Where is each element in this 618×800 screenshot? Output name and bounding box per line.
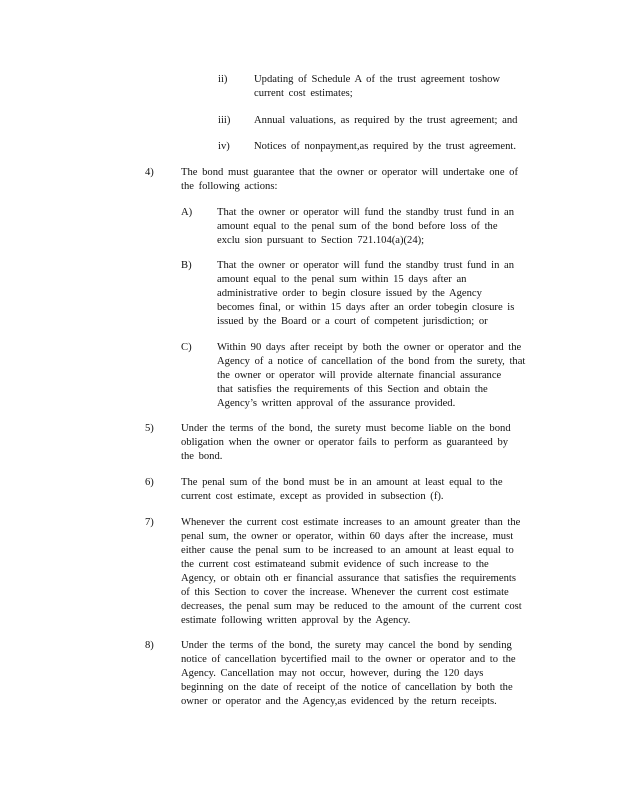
item-text-line: Agency. Cancellation may not occur, however, during the 120 days (181, 668, 484, 679)
item-text-line: either cause the penal sum to be increased to an amount at least equal to (181, 545, 514, 556)
item-label: C) (181, 342, 192, 353)
item-text-line: becomes final, or within 15 days after an order tobegin closure is (217, 302, 515, 313)
item-text-line: Under the terms of the bond, the surety may cancel the bond by sending (181, 640, 512, 651)
item-text-line: beginning on the date of receipt of the notice of cancellation by both the (181, 682, 513, 693)
item-text-line: the bond. (181, 451, 223, 462)
item-text-line: of this Section to cover the increase. Whenever the current cost estimate (181, 587, 509, 598)
item-text-line: penal sum, the owner or operator, within 60 days after the increase, must (181, 531, 514, 542)
item-text-line: Updating of Schedule A of the trust agreement toshow (254, 74, 501, 85)
item-label: 5) (145, 423, 154, 434)
item-label: 4) (145, 167, 154, 178)
item-label: 8) (145, 640, 154, 651)
item-text-line: Under the terms of the bond, the surety must become liable on the bond (181, 423, 511, 434)
item-text-line: Agency, or obtain oth er financial assurance that satisfies the requirements (181, 573, 516, 584)
item-text-line: that satisfies the requirements of this Section and obtain the (217, 384, 488, 395)
item-text-line: administrative order to begin closure issued by the Agency (217, 288, 482, 299)
item-label: iii) (218, 115, 231, 126)
item-text-line: exclu sion pursuant to Section 721.104(a)(24); (217, 235, 425, 246)
item-text-line: amount equal to the penal sum of the bond before loss of the (217, 221, 498, 232)
item-label: iv) (218, 141, 230, 152)
item-text-line: That the owner or operator will fund the standby trust fund in an (217, 260, 515, 271)
item-text-line: Agency of a notice of cancellation of the bond from the surety, that (217, 356, 526, 367)
item-text-line: notice of cancellation bycertified mail to the owner or operator and to the (181, 654, 516, 665)
item-text-line: The bond must guarantee that the owner or operator will undertake one of (181, 167, 518, 178)
item-text-line: Annual valuations, as required by the trust agreement; and (254, 115, 518, 126)
item-text-line: That the owner or operator will fund the standby trust fund in an (217, 207, 515, 218)
item-text-line: owner or operator and the Agency,as evidenced by the return receipts. (181, 696, 497, 707)
item-label: 7) (145, 517, 154, 528)
item-text-line: obligation when the owner or operator fails to perform as guaranteed by (181, 437, 509, 448)
item-text-line: amount equal to the penal sum within 15 days after an (217, 274, 467, 285)
item-text-line: decreases, the penal sum may be reduced to the amount of the current cost (181, 601, 522, 612)
item-text-line: Whenever the current cost estimate increases to an amount greater than the (181, 517, 521, 528)
item-label: B) (181, 260, 192, 271)
item-text-line: Within 90 days after receipt by both the owner or operator and the (217, 342, 522, 353)
item-label: ii) (218, 74, 228, 85)
item-text-line: issued by the Board or a court of competent jurisdiction; or (217, 316, 488, 327)
item-text-line: current cost estimates; (254, 88, 353, 99)
item-label: 6) (145, 477, 154, 488)
item-text-line: current cost estimate, except as provided in subsection (f). (181, 491, 444, 502)
item-text-line: the following actions: (181, 181, 278, 192)
item-text-line: the owner or operator will provide alternate financial assurance (217, 370, 502, 381)
item-text-line: the current cost estimateand submit evidence of such increase to the (181, 559, 489, 570)
item-text-line: estimate following written approval by the Agency. (181, 615, 411, 626)
item-text-line: The penal sum of the bond must be in an amount at least equal to the (181, 477, 503, 488)
item-label: A) (181, 207, 193, 218)
item-text-line: Agency’s written approval of the assurance provided. (217, 398, 456, 409)
item-text-line: Notices of nonpayment,as required by the trust agreement. (254, 141, 516, 152)
